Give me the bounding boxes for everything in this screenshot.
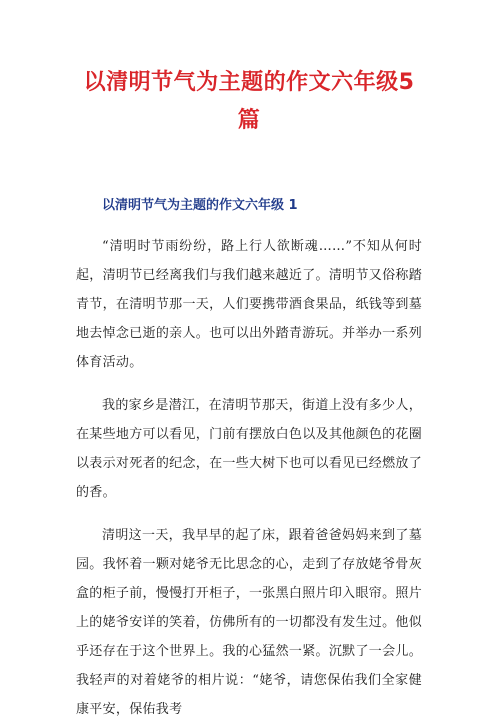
paragraph: 我的家乡是潜江，在清明节那天，街道上没有多少人，在某些地方可以看见，门前有摆放白色以及其他颜色的花圈以表示对死者的纪念，在一些大树下也可以看见已经燃放了的香。 [76, 398, 422, 500]
paragraph: “清明时节雨纷纷，路上行人欲断魂……”不知从何时起，清明节已经离我们与我们越来越近了。清明节又俗称踏青节，在清明节那一天，人们要携带酒食果品，纸钱等到墓地去悼念已逝的亲人。也可以出外踏青游玩。并举办一系列体育活动。 [76, 239, 422, 370]
paragraph: 清明这一天，我早早的起了床，跟着爸爸妈妈来到了墓园。我怀着一颗对姥爷无比思念的心，走到了存放姥爷骨灰盒的柜子前，慢慢打开柜子，一张黑白照片印入眼帘。照片上的姥爷安详的笑着，仿佛所有的一切都没有发生过。他似乎还存在于这个世界上。我的心猛然一紧。沉默了一会儿。我轻声的对着姥爷的相片说：“姥爷，请您保佑我们全家健康平安，保佑我考 [76, 528, 422, 717]
section-heading: 以清明节气为主题的作文六年级 1 [102, 198, 298, 213]
document-title: 以清明节气为主题的作文六年级5篇 [83, 70, 415, 133]
